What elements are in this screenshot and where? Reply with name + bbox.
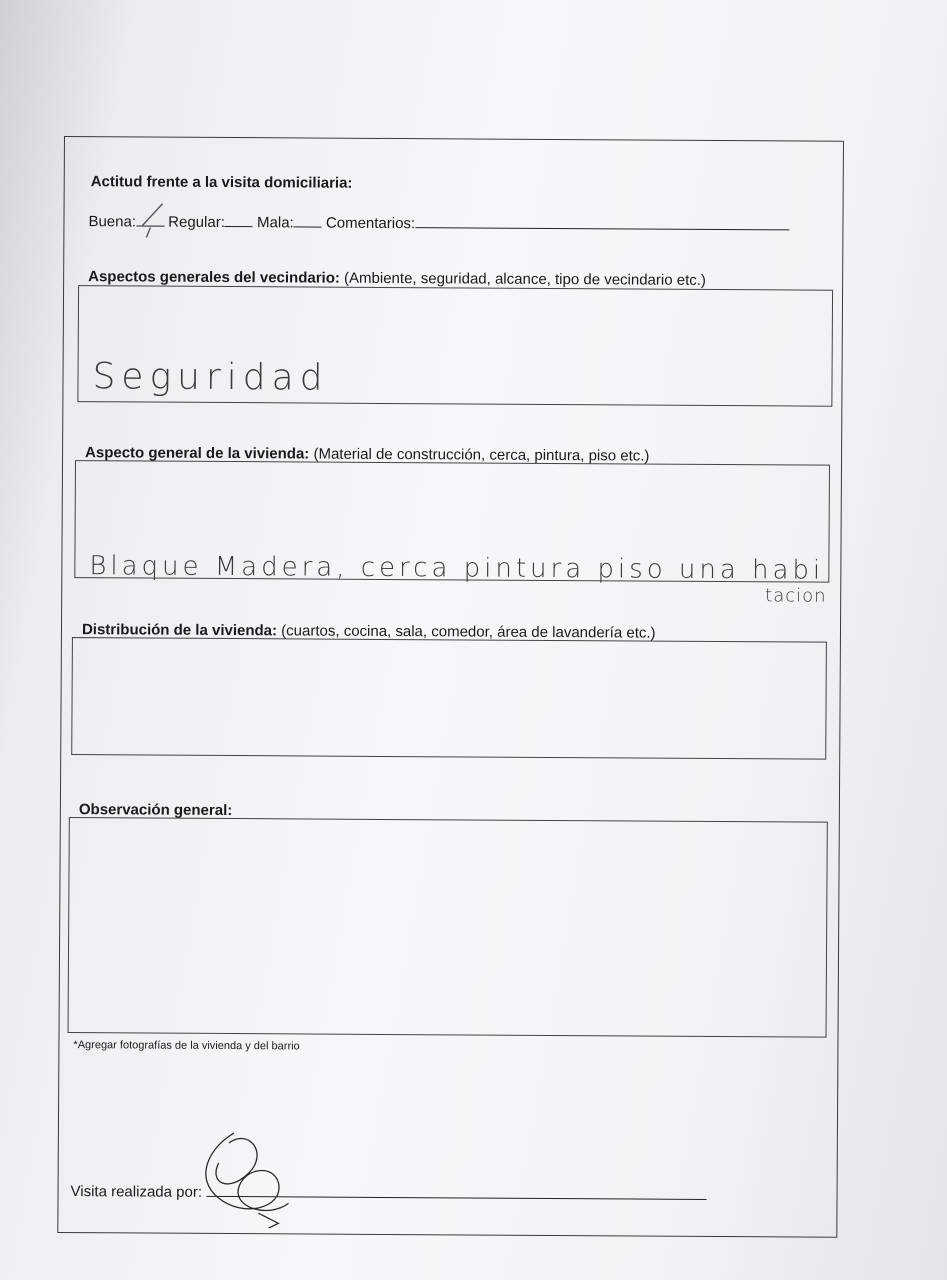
regular-blank[interactable]: [225, 212, 253, 227]
housing-box[interactable]: [74, 460, 830, 607]
comments-line[interactable]: [415, 213, 789, 230]
comments-label: Comentarios:: [325, 214, 416, 233]
attitude-options-row: [88, 211, 789, 234]
observation-box[interactable]: [68, 817, 828, 1038]
observation-heading: Observación general:: [78, 801, 233, 820]
housing-handwriting-line1: Blaque Madera, cerca pintura piso una habi: [89, 551, 825, 586]
distribution-heading: Distribución de la vivienda:: [81, 621, 278, 640]
neighborhood-handwriting: Seguridad: [92, 356, 329, 399]
housing-handwriting-line2: tacion: [765, 585, 827, 607]
distribution-box[interactable]: [71, 637, 827, 760]
signature-label: Visita realizada por:: [70, 1183, 203, 1201]
attitude-heading: Actitud frente a la visita domiciliaria:: [90, 173, 353, 192]
form-frame: [57, 136, 844, 1238]
neighborhood-heading: Aspectos generales del vecindario:: [88, 268, 340, 287]
signature-row: [71, 1183, 707, 1204]
checkmark-icon: [140, 197, 176, 241]
bad-label: Mala:: [257, 214, 294, 232]
housing-hint: (Material de construcción, cerca, pintura, piso etc.): [313, 445, 650, 465]
distribution-hint: (cuartos, cocina, sala, comedor, área de lavandería etc.): [281, 622, 656, 642]
regular-label: Regular:: [168, 213, 225, 231]
good-label: Buena:: [88, 213, 137, 231]
housing-heading: Aspecto general de la vivienda:: [85, 444, 310, 463]
neighborhood-hint: (Ambiente, seguridad, alcance, tipo de vecindario etc.): [344, 269, 706, 289]
neighborhood-box[interactable]: [77, 285, 833, 407]
photo-footnote: *Agregar fotografías de la vivienda y del barrio: [73, 1039, 300, 1053]
bad-blank[interactable]: [294, 212, 322, 227]
signature-scribble-icon: [188, 1123, 299, 1229]
